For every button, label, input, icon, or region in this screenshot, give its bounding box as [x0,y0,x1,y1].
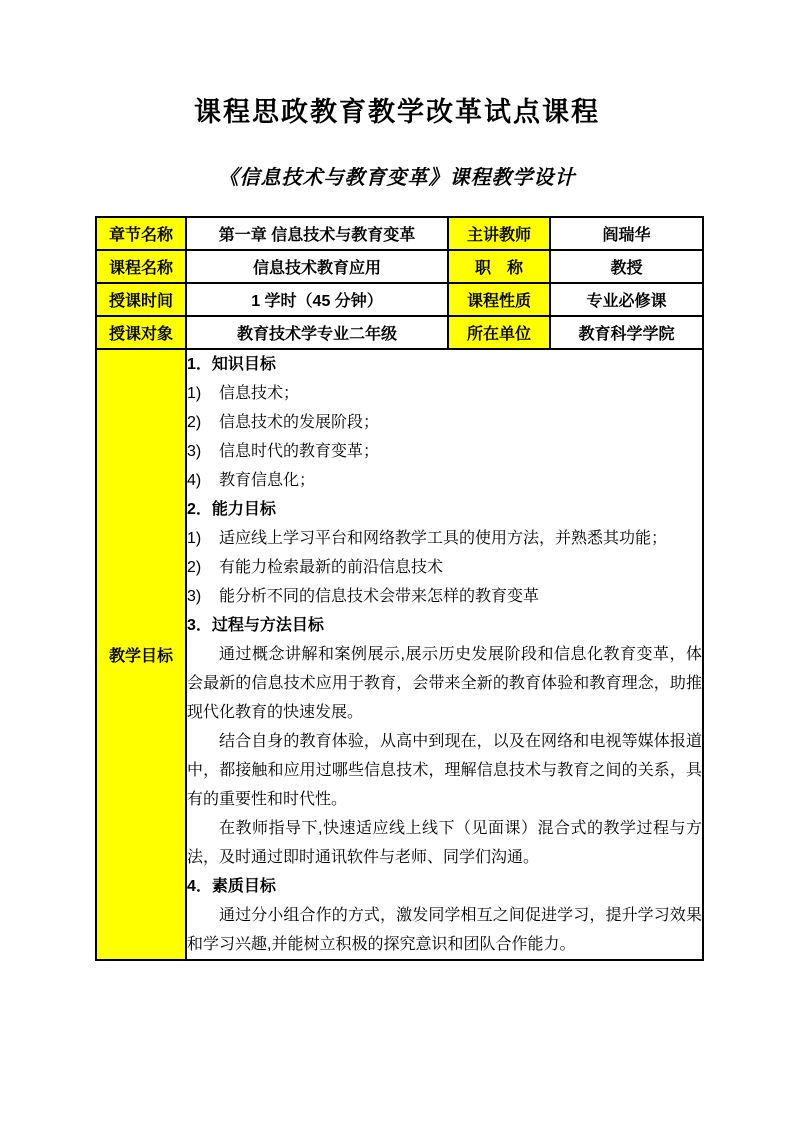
objective-paragraph: 通过概念讲解和案例展示,展示历史发展阶段和信息化教育变革，体会最新的信息技术应用于教育，会带来全新的教育体验和教育理念，助推现代化教育的快速发展。 [187,646,702,721]
class-time-label: 授课时间 [96,283,186,316]
list-item-text: 适应线上学习平台和网络教学工具的使用方法，并熟悉其功能； [219,530,668,547]
teaching-objectives-content [186,349,703,960]
course-nature-value: 专业必修课 [550,283,703,316]
job-title-label: 职 称 [448,250,550,283]
lecturer-label: 主讲教师 [448,217,550,250]
audience-value: 教育技术学专业二年级 [186,316,448,349]
chapter-name-label: 章节名称 [96,217,186,250]
objective-item [187,524,702,553]
chapter-name-value: 第一章 信息技术与教育变革 [186,217,448,250]
table-row-objectives [96,349,703,960]
list-marker: 3) [187,588,202,605]
objective-item [187,379,702,408]
objective-heading-knowledge: 1．知识目标 [187,356,276,373]
list-item-text: 有能力检索最新的前沿信息技术 [219,559,444,576]
class-time-value: 1 学时（45 分钟） [186,283,448,316]
list-marker: 1) [187,385,202,402]
objective-heading-ability: 2．能力目标 [187,501,276,518]
list-item-text: 能分析不同的信息技术会带来怎样的教育变革 [219,588,540,605]
table-row-course [96,250,703,283]
document-subtitle: 《信息技术与教育变革》课程教学设计 [218,167,576,189]
objective-heading-process-method: 3．过程与方法目标 [187,617,324,634]
lecturer-value: 阎瑞华 [550,217,703,250]
list-marker: 4) [187,472,202,489]
list-marker: 2) [187,414,202,431]
course-name-value: 信息技术教育应用 [186,250,448,283]
objective-item [187,582,702,611]
audience-label: 授课对象 [96,316,186,349]
document-title: 课程思政教育教学改革试点课程 [194,97,600,127]
job-title-value: 教授 [550,250,703,283]
list-marker: 1) [187,530,202,547]
objective-heading-quality: 4．素质目标 [187,878,276,895]
unit-label: 所在单位 [448,316,550,349]
list-marker: 2) [187,559,202,576]
table-row-audience [96,316,703,349]
course-nature-label: 课程性质 [448,283,550,316]
table-row-time [96,283,703,316]
list-item-text: 信息时代的教育变革； [219,443,380,460]
objective-paragraph: 在教师指导下,快速适应线上线下（见面课）混合式的教学过程与方法，及时通过即时通讯软件与老师、同学们沟通。 [187,820,702,866]
list-item-text: 信息技术； [219,385,300,402]
table-row-chapter [96,217,703,250]
unit-value: 教育科学学院 [550,316,703,349]
objective-item [187,553,702,582]
objective-item [187,437,702,466]
list-marker: 3) [187,443,202,460]
course-info-table [95,216,704,961]
objective-item [187,408,702,437]
list-item-text: 教育信息化； [219,472,316,489]
course-name-label: 课程名称 [96,250,186,283]
teaching-objectives-label: 教学目标 [96,349,186,960]
objective-paragraph: 通过分小组合作的方式，激发同学相互之间促进学习，提升学习效果和学习兴趣,并能树立积极的探究意识和团队合作能力。 [187,907,702,953]
objective-paragraph: 结合自身的教育体验，从高中到现在，以及在网络和电视等媒体报道中，都接触和应用过哪些信息技术，理解信息技术与教育之间的关系，具有的重要性和时代性。 [187,733,702,808]
list-item-text: 信息技术的发展阶段； [219,414,380,431]
objective-item [187,466,702,495]
